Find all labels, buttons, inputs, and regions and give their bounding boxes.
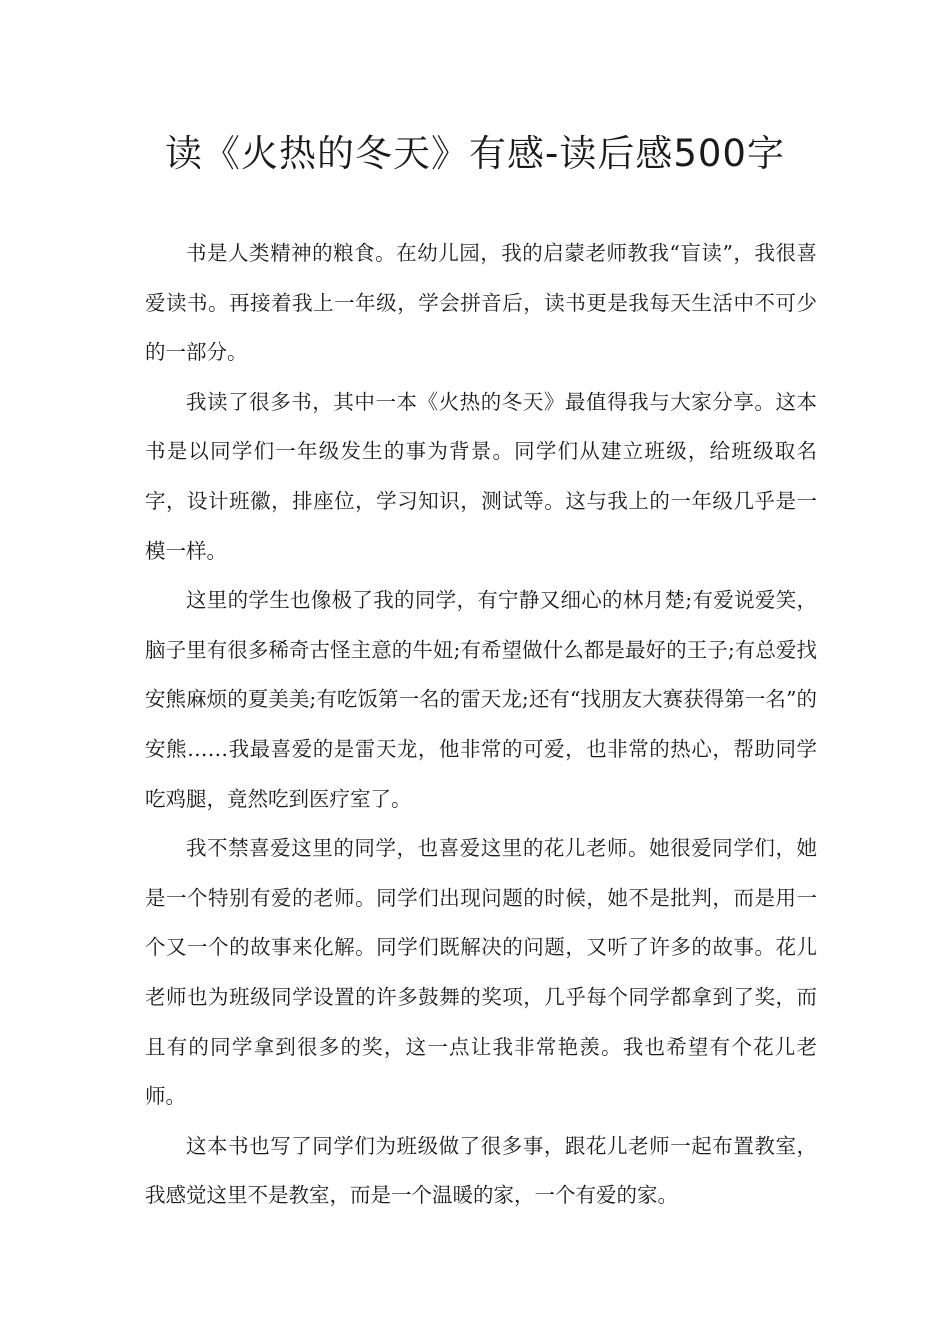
document-title: 读《火热的冬天》有感-读后感500字 [165, 132, 785, 175]
paragraph-5: 这本书也写了同学们为班级做了很多事，跟花儿老师一起布置教室，我感觉这里不是教室，而是一个温暖的家，一个有爱的家。 [145, 1133, 817, 1208]
paragraph-3: 这里的学生也像极了我的同学，有宁静又细心的林月楚;有爱说爱笑，脑子里有很多稀奇古怪主意的牛妞;有希望做什么都是最好的王子;有总爱找安熊麻烦的夏美美;有吃饭第一名的雷天龙;还有“找朋友大赛获得第一名”的安熊……我最喜爱的是雷天龙，他非常的可爱，也非常的热心，帮助同学吃鸡腿，竟然吃到医疗室了。 [145, 588, 817, 811]
document-body [145, 229, 817, 1221]
paragraph-2: 我读了很多书，其中一本《火热的冬天》最值得我与大家分享。这本书是以同学们一年级发生的事为背景。同学们从建立班级，给班级取名字，设计班徽，排座位，学习知识，测试等。这与我上的一年级几乎是一模一样。 [145, 389, 817, 563]
paragraph-1: 书是人类精神的粮食。在幼儿园，我的启蒙老师教我“盲读”，我很喜爱读书。再接着我上一年级，学会拼音后，读书更是我每天生活中不可少的一部分。 [145, 241, 817, 365]
paragraph-4: 我不禁喜爱这里的同学，也喜爱这里的花儿老师。她很爱同学们，她是一个特别有爱的老师。同学们出现问题的时候，她不是批判，而是用一个又一个的故事来化解。同学们既解决的问题，又听了许多的故事。花儿老师也为班级同学设置的许多鼓舞的奖项，几乎每个同学都拿到了奖，而且有的同学拿到很多的奖，这一点让我非常艳羡。我也希望有个花儿老师。 [145, 836, 817, 1109]
